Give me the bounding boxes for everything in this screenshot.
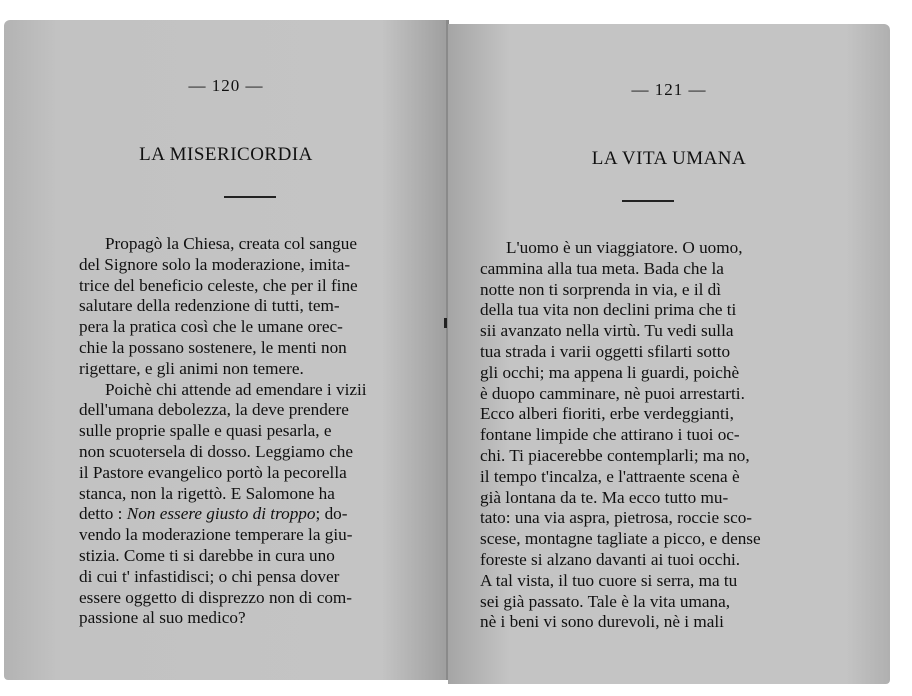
- text-line: il tempo t'incalza, e l'attraente scena è: [480, 466, 740, 486]
- text-line: non scuotersela di dosso. Leggiamo che: [79, 441, 353, 461]
- text-line: Ecco alberi fioriti, erbe verdeggianti,: [480, 404, 734, 424]
- binding-mark: [444, 318, 447, 328]
- text-line: chie la possano sostenere, le menti non: [79, 337, 347, 357]
- page-number-right: — 121 —: [631, 80, 707, 99]
- title-rule-left: [224, 196, 276, 198]
- text-line: del Signore solo la moderazione, imita-: [79, 254, 351, 274]
- italic-quote: Non essere giusto di troppo: [126, 504, 316, 524]
- text-line: è duopo camminare, nè puoi arrestarti.: [480, 383, 745, 403]
- title-rule-right: [622, 200, 674, 202]
- text-line: chi. Ti piacerebbe contemplarli; ma no,: [480, 445, 750, 465]
- text-line: vendo la moderazione temperare la giu-: [79, 525, 353, 545]
- text-line: essere oggetto di disprezzo non di com-: [79, 587, 353, 607]
- chapter-title-left: LA MISERICORDIA: [139, 144, 313, 165]
- page-number-left: — 120 —: [188, 76, 264, 95]
- text-line: foreste si alzano davanti ai tuoi occhi.: [480, 549, 741, 569]
- text-line: tua strada i varii oggetti sfilarti sotto: [480, 341, 731, 361]
- text-line: della tua vita non declini prima che ti: [480, 300, 737, 320]
- left-page: [4, 20, 448, 680]
- body-text-right: [480, 238, 842, 633]
- text-line: notte non ti sorprenda in via, e il dì: [480, 279, 722, 299]
- text-line: fontane limpide che attirano i tuoi oc-: [480, 425, 740, 445]
- text-line: sulle proprie spalle e quasi pesarla, e: [79, 421, 332, 441]
- text-line: rigettare, e gli animi non temere.: [79, 358, 304, 378]
- text-fragment: detto :: [79, 504, 127, 524]
- text-line: scese, montagne tagliate a picco, e dense: [480, 529, 761, 549]
- text-line: Poichè chi attende ad emendare i vizii: [105, 379, 367, 399]
- text-line: dell'umana debolezza, la deve prendere: [79, 400, 349, 420]
- text-line: il Pastore evangelico portò la pecorella: [79, 462, 347, 482]
- text-line: stizia. Come ti si darebbe in cura uno: [79, 545, 335, 565]
- text-line: sei già passato. Tale è la vita umana,: [480, 591, 730, 611]
- chapter-title-right: LA VITA UMANA: [591, 148, 747, 169]
- text-fragment: ; do-: [315, 504, 348, 524]
- text-line: A tal vista, il tuo cuore si serra, ma tu: [480, 570, 738, 590]
- text-line: Propagò la Chiesa, creata col sangue: [105, 234, 357, 253]
- body-text-left: [79, 234, 417, 629]
- text-line: sii avanzato nella virtù. Tu vedi sulla: [480, 321, 734, 341]
- text-line: già lontana da te. Ma ecco tutto mu-: [480, 487, 729, 507]
- text-line: gli occhi; ma appena li guardi, poichè: [480, 362, 740, 382]
- text-line-quote: [79, 504, 417, 525]
- text-line: salutare della redenzione di tutti, tem-: [79, 296, 340, 316]
- text-line: di cui t' infastidisci; o chi pensa dover: [79, 566, 340, 586]
- text-line: nè i beni vi sono durevoli, nè i mali: [480, 612, 724, 632]
- text-line: pera la pratica così che le umane orec-: [79, 317, 343, 337]
- text-line: L'uomo è un viaggiatore. O uomo,: [506, 238, 743, 257]
- text-line: passione al suo medico?: [79, 608, 246, 628]
- right-page: [448, 24, 890, 684]
- text-line: stanca, non la rigettò. E Salomone ha: [79, 483, 335, 503]
- background-edge: [890, 30, 912, 694]
- text-line: tato: una via aspra, pietrosa, roccie sco-: [480, 508, 753, 528]
- text-line: trice del beneficio celeste, che per il fine: [79, 275, 358, 295]
- text-line: cammina alla tua meta. Bada che la: [480, 258, 724, 278]
